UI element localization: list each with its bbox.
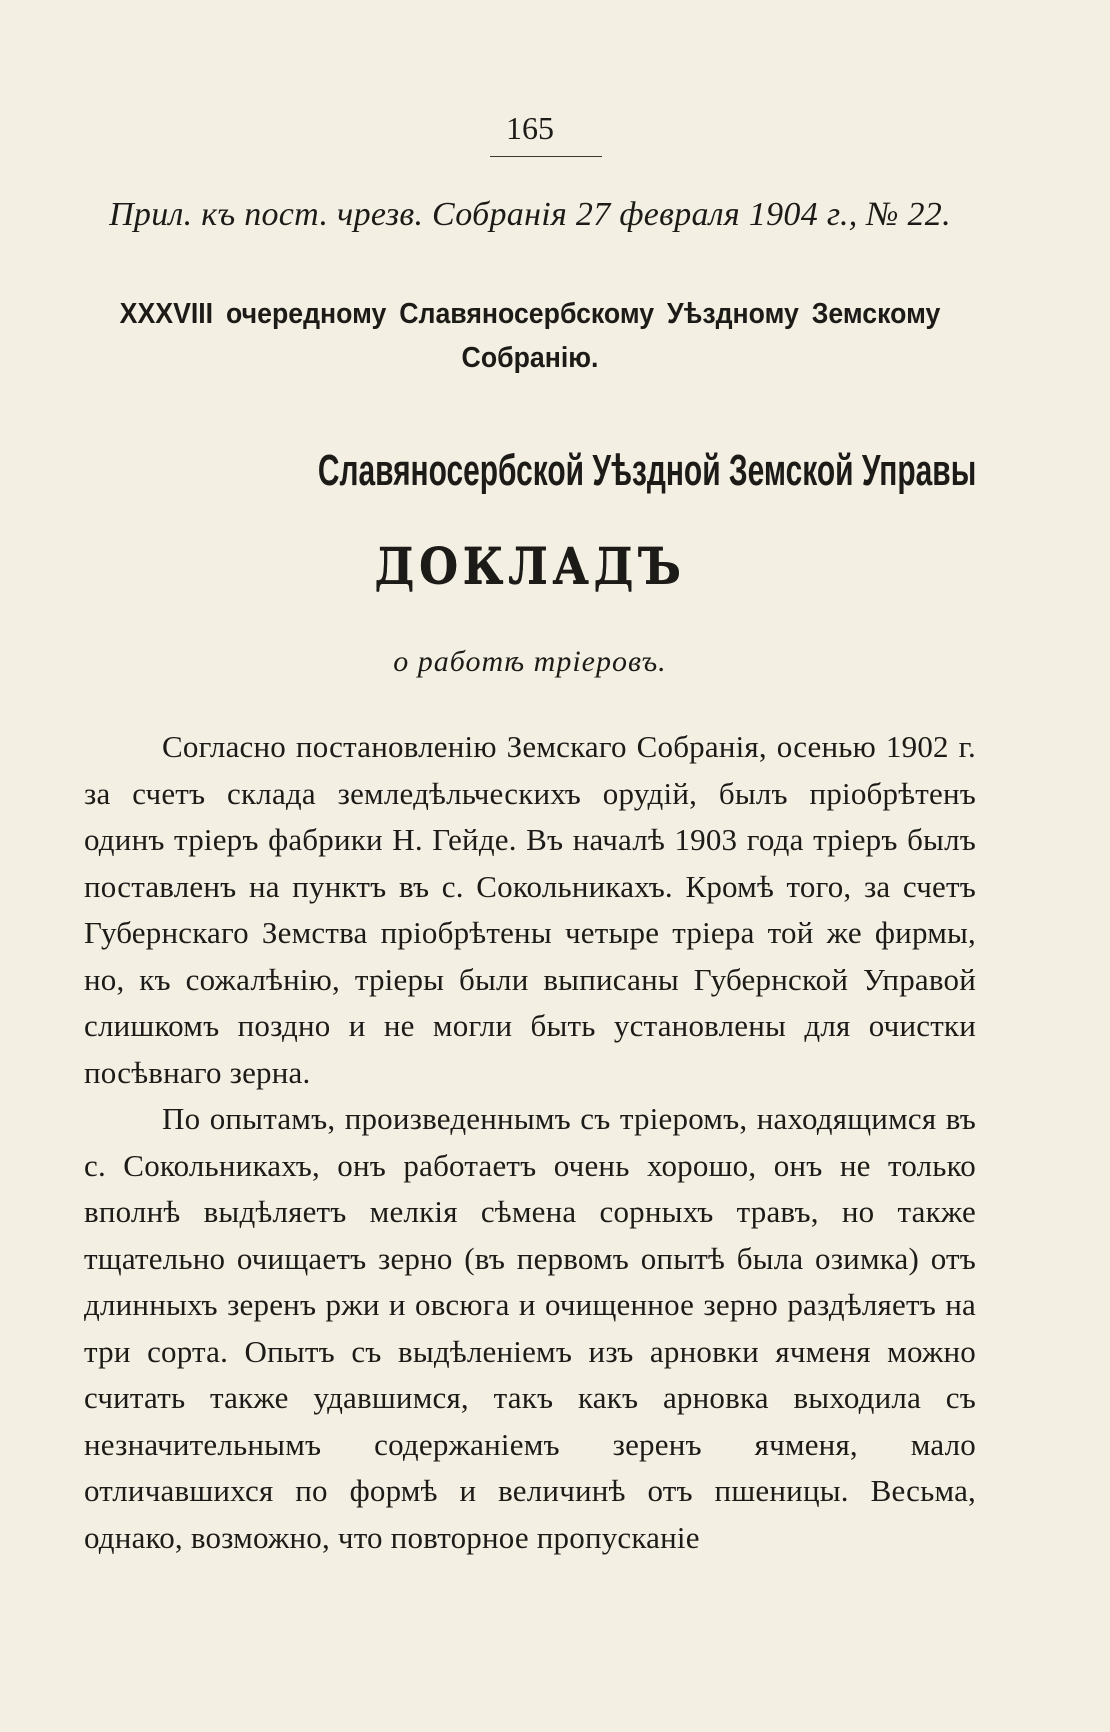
paragraph-2: По опытамъ, произведеннымъ съ тріеромъ, находящимся въ с. Сокольникахъ, онъ работаетъ очень хорошо, онъ не только вполнѣ выдѣляетъ мелкія сѣмена сорныхъ травъ, но также тщательно очищаетъ зерно (въ первомъ опытѣ была озимка) отъ длинныхъ зеренъ ржи и овсюга и очищенное зерно раздѣляетъ на три сорта. Опытъ съ выдѣленіемъ изъ арновки ячменя можно считать также удавшимся, такъ какъ арновка выходила съ незначительнымъ содержаніемъ зеренъ ячменя, мало отличавшихся по формѣ и величинѣ отъ пшеницы. Весьма, однако, возможно, что повторное пропусканіе [84,1101,976,1555]
body-text [84,724,976,1561]
page-number: 165 [506,110,554,146]
document-title: ДОКЛАДЪ [374,536,686,595]
addressee-line-1: XXXVIII очередному Славяносербскому Уѣздному Земскому [119,298,941,330]
addressee-heading [120,292,941,380]
attachment-note: Прил. къ пост. чрезв. Собранія 27 февраля 1904 г., № 22. [109,196,951,233]
authority-heading: Славяносербской Уѣздной Земской Управы [317,446,976,495]
document-subject: о работѣ тріеровъ. [393,645,667,678]
addressee-line-2: Собранію. [461,342,599,374]
document-page [84,0,976,1732]
paragraph-1: Согласно постановленію Земскаго Собранія, осенью 1902 г. за счетъ склада земледѣльческихъ орудій, былъ пріобрѣтенъ одинъ тріеръ фабрики Н. Гейде. Въ началѣ 1903 года тріеръ былъ поставленъ на пунктъ въ с. Сокольникахъ. Кромѣ того, за счетъ Губернскаго Земства пріобрѣтены четыре тріера той же фирмы, но, къ сожалѣнію, тріеры были выписаны Губернской Управой слишкомъ поздно и не могли быть установлены для очистки посѣвнаго зерна. [84,729,976,1090]
page-number-rule [490,156,602,157]
